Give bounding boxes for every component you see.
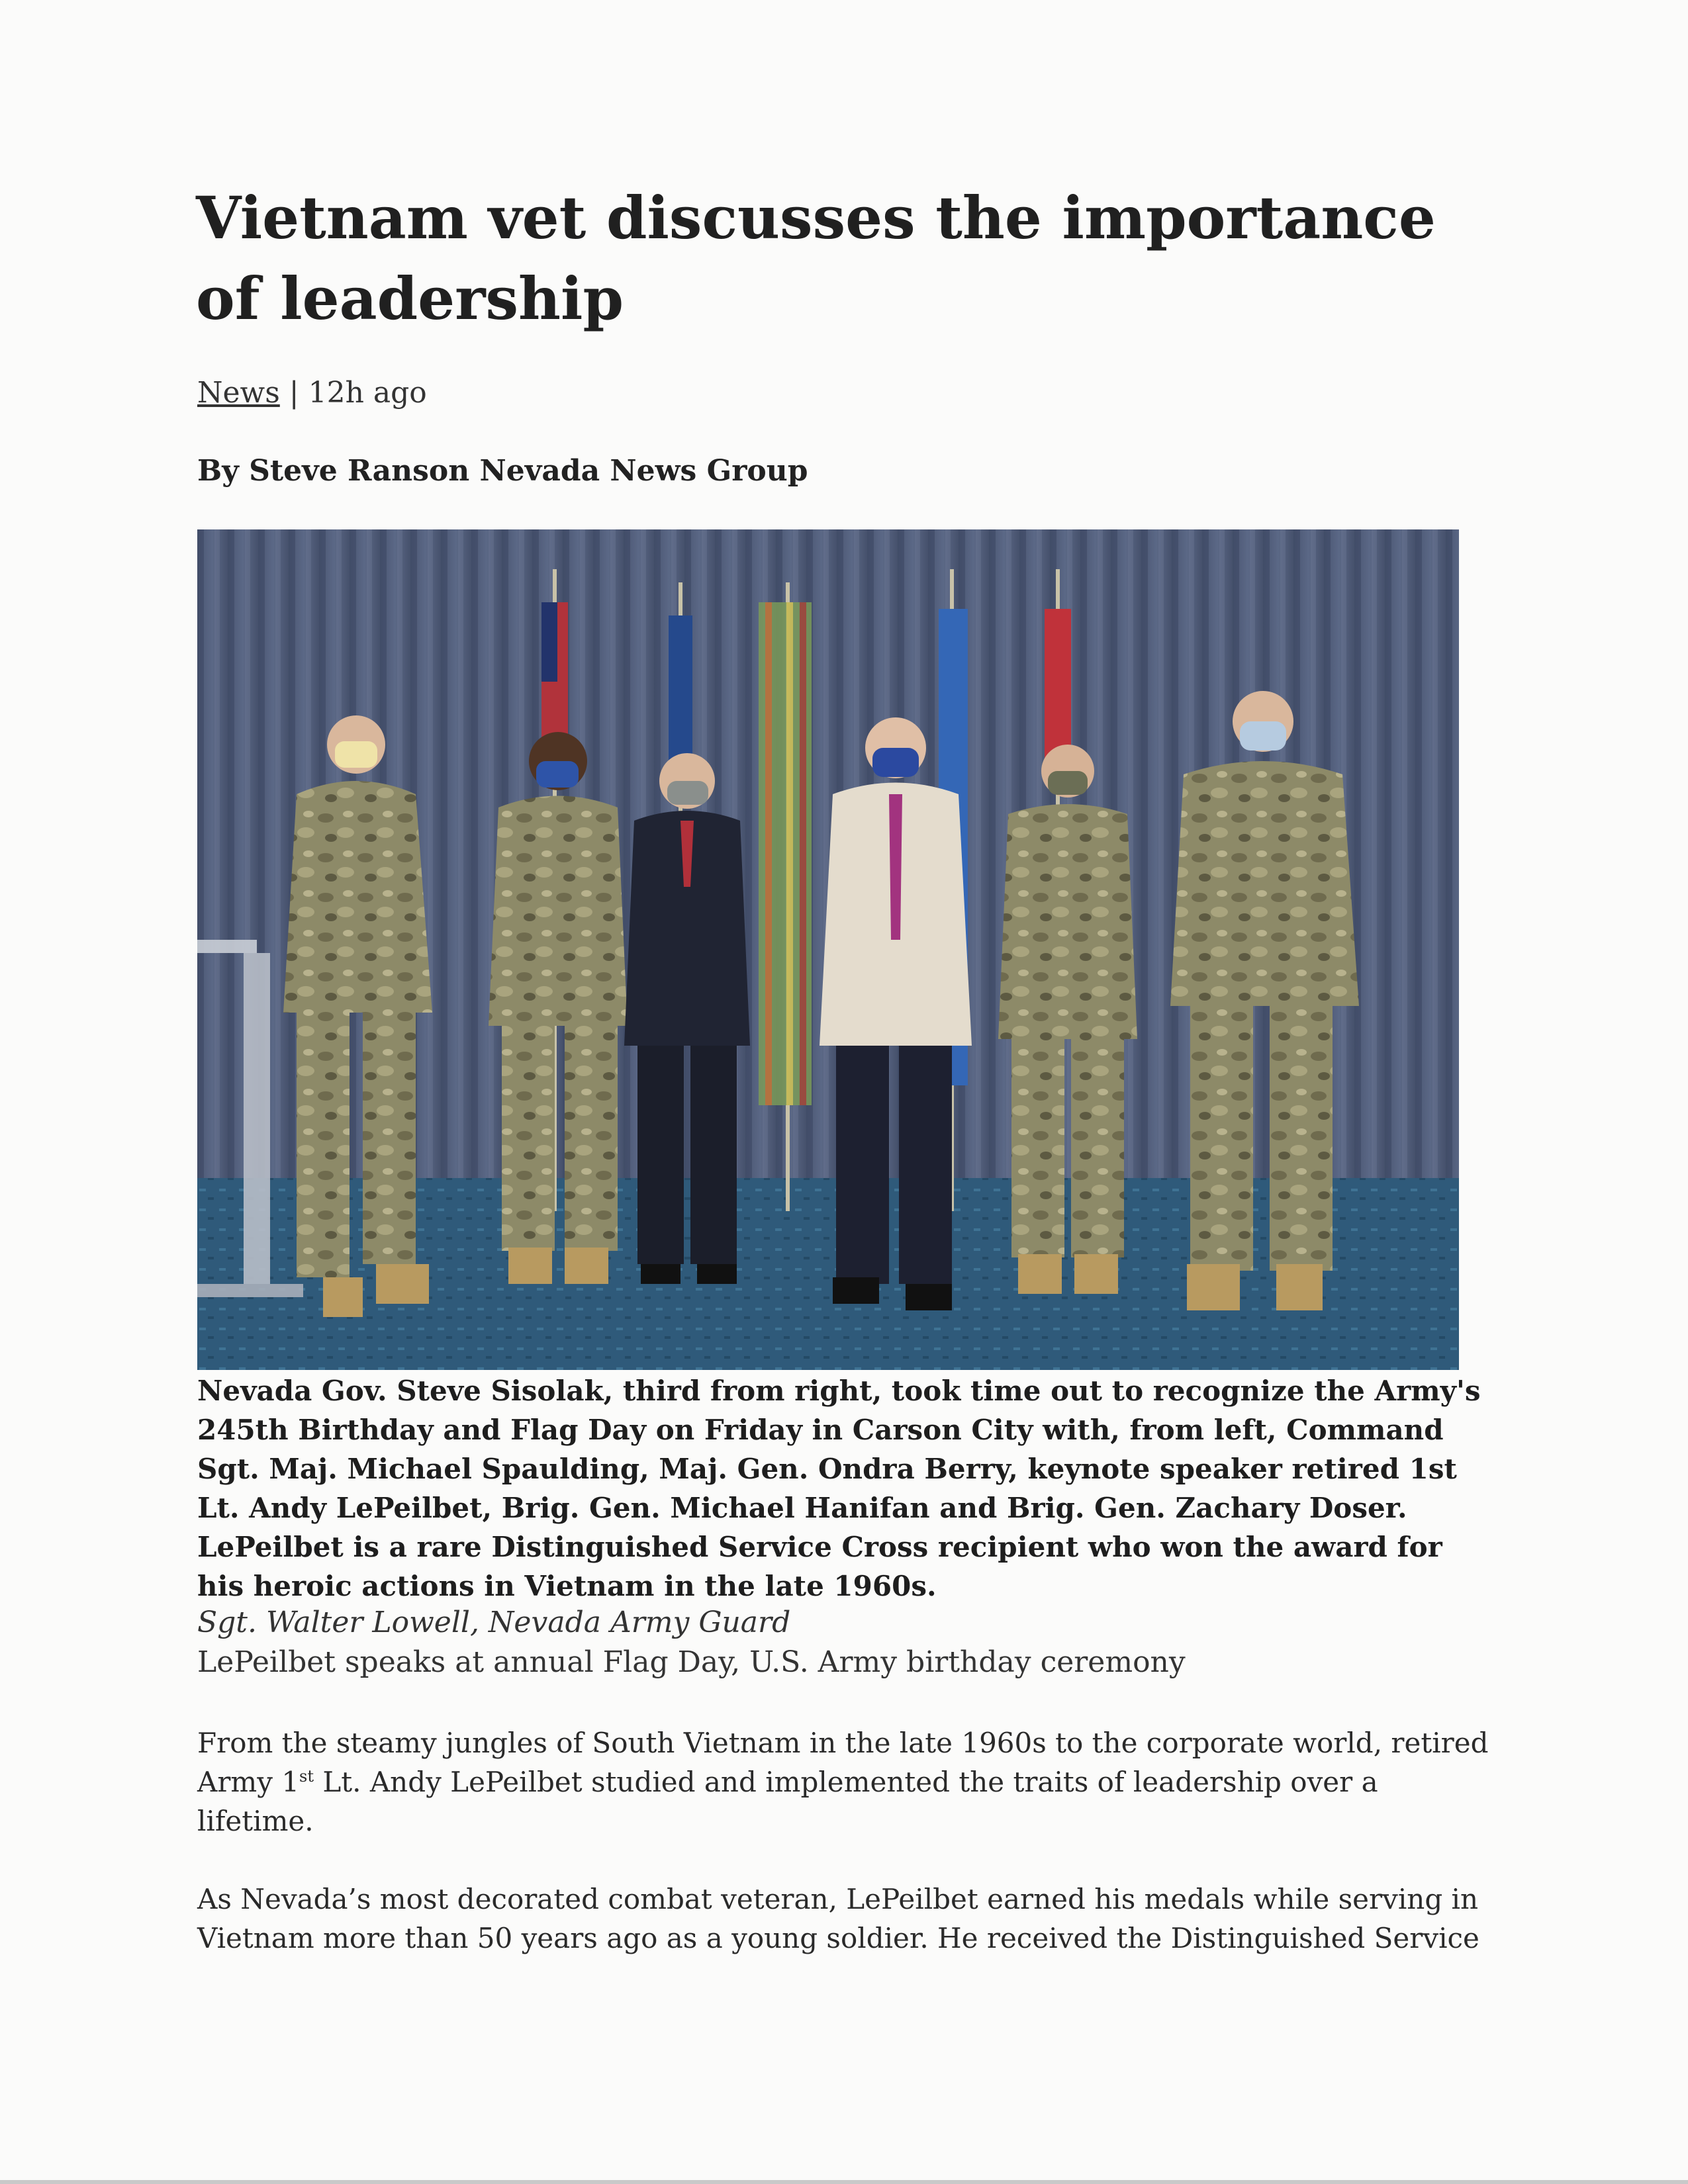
photo-credit: Sgt. Walter Lowell, Nevada Army Guard <box>197 1606 791 1639</box>
body-paragraph-2: As Nevada’s most decorated combat veteran, LePeilbet earned his medals while serving in Vietnam more than 50 years ago as a young soldier. He received the Distinguished Service <box>197 1883 1479 1954</box>
section-link[interactable]: News <box>197 376 280 410</box>
body-paragraph-1 <box>197 1723 1495 1841</box>
photo-title: LePeilbet speaks at annual Flag Day, U.S. Army birthday ceremony <box>197 1645 1186 1679</box>
photo-caption: Nevada Gov. Steve Sisolak, third from right, took time out to recognize the Army's 245th Birthday and Flag Day on Friday in Carson City with, from left, Command Sgt. Maj. Michael Spaulding, Maj. Gen. Ondra Berry, keynote speaker retired 1st Lt. Andy LePeilbet, Brig. Gen. Michael Hanifan and Brig. Gen. Zachary Doser. LePeilbet is a rare Distinguished Service Cross recipient who won the award for his heroic actions in Vietnam in the late 1960s. <box>197 1375 1481 1602</box>
time-ago: 12h ago <box>308 376 427 410</box>
scan-edge <box>0 2180 1688 2184</box>
p1-text-before: From the steamy jungles of South Vietnam in the late 1960s to the corporate world, retired Army 1 <box>197 1727 1489 1798</box>
ordinal-suffix: st <box>299 1767 314 1786</box>
byline: By Steve Ranson Nevada News Group <box>197 454 808 488</box>
p1-text-after: Lt. Andy LePeilbet studied and implemented the traits of leadership over a lifetime. <box>197 1766 1378 1837</box>
article-photo <box>197 529 1459 1370</box>
meta-separator: | <box>279 376 308 410</box>
article-headline: Vietnam vet discusses the importance of leadership <box>196 183 1436 333</box>
article-meta <box>197 376 427 410</box>
